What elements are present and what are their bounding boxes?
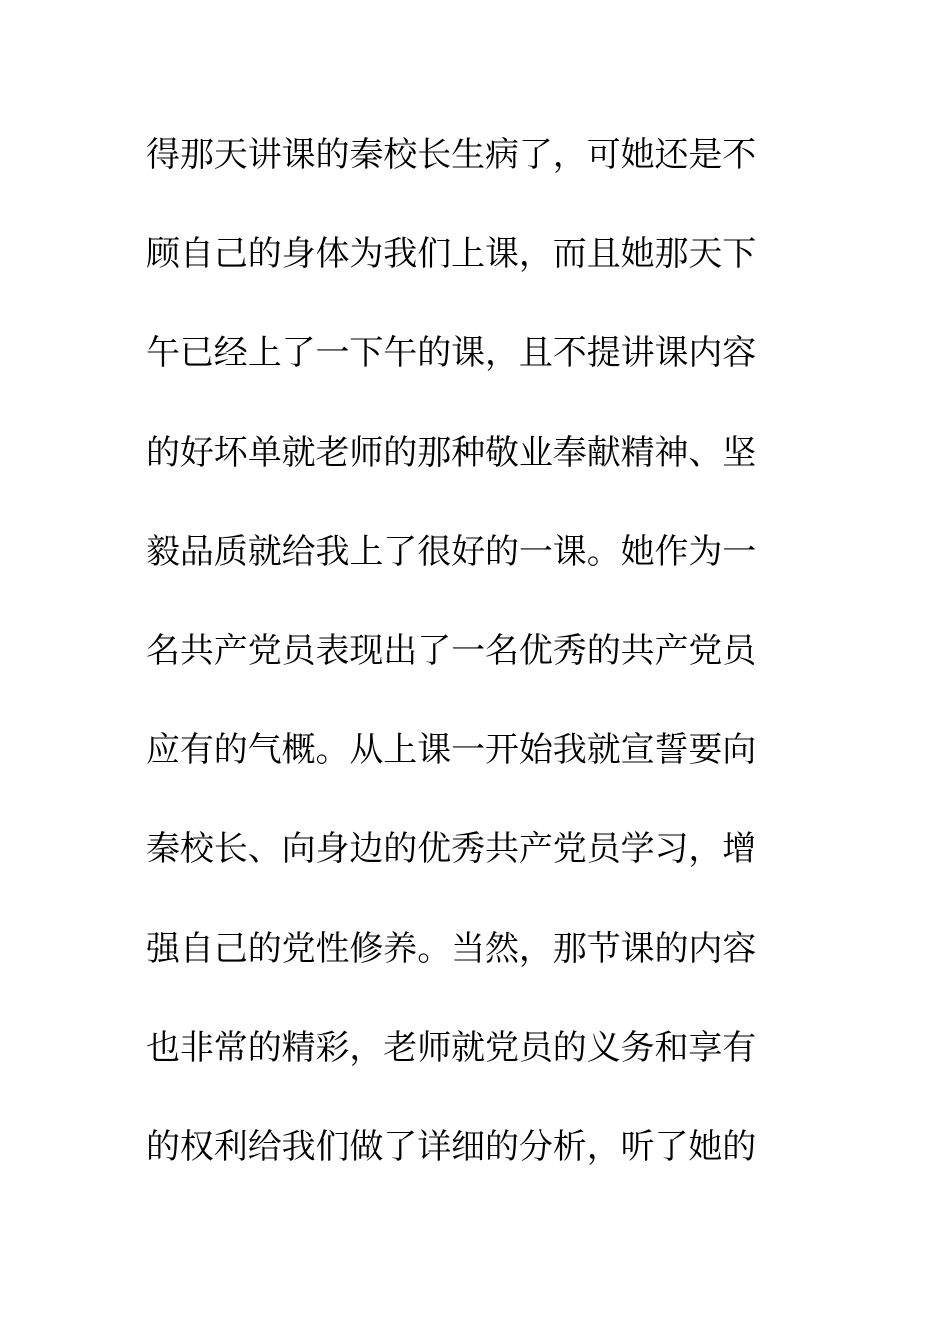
text-line: 午已经上了一下午的课，且不提讲课内容 (146, 333, 757, 374)
text-line: 强自己的党性修养。当然，那节课的内容 (146, 928, 757, 969)
text-line: 的好坏单就老师的那种敬业奉献精神、坚 (146, 432, 757, 473)
text-line: 顾自己的身体为我们上课，而且她那天下 (146, 234, 757, 275)
text-line: 名共产党员表现出了一名优秀的共产党员 (146, 630, 757, 671)
text-line: 的权利给我们做了详细的分析，听了她的 (146, 1126, 757, 1167)
text-line: 秦校长、向身边的优秀共产党员学习，增 (146, 829, 757, 870)
body-paragraph (146, 125, 786, 1216)
text-line: 也非常的精彩，老师就党员的义务和享有 (146, 1027, 757, 1068)
text-line: 得那天讲课的秦校长生病了，可她还是不 (146, 135, 757, 175)
text-line: 毅品质就给我上了很好的一课。她作为一 (146, 531, 757, 572)
text-line: 应有的气概。从上课一开始我就宣誓要向 (146, 730, 757, 771)
